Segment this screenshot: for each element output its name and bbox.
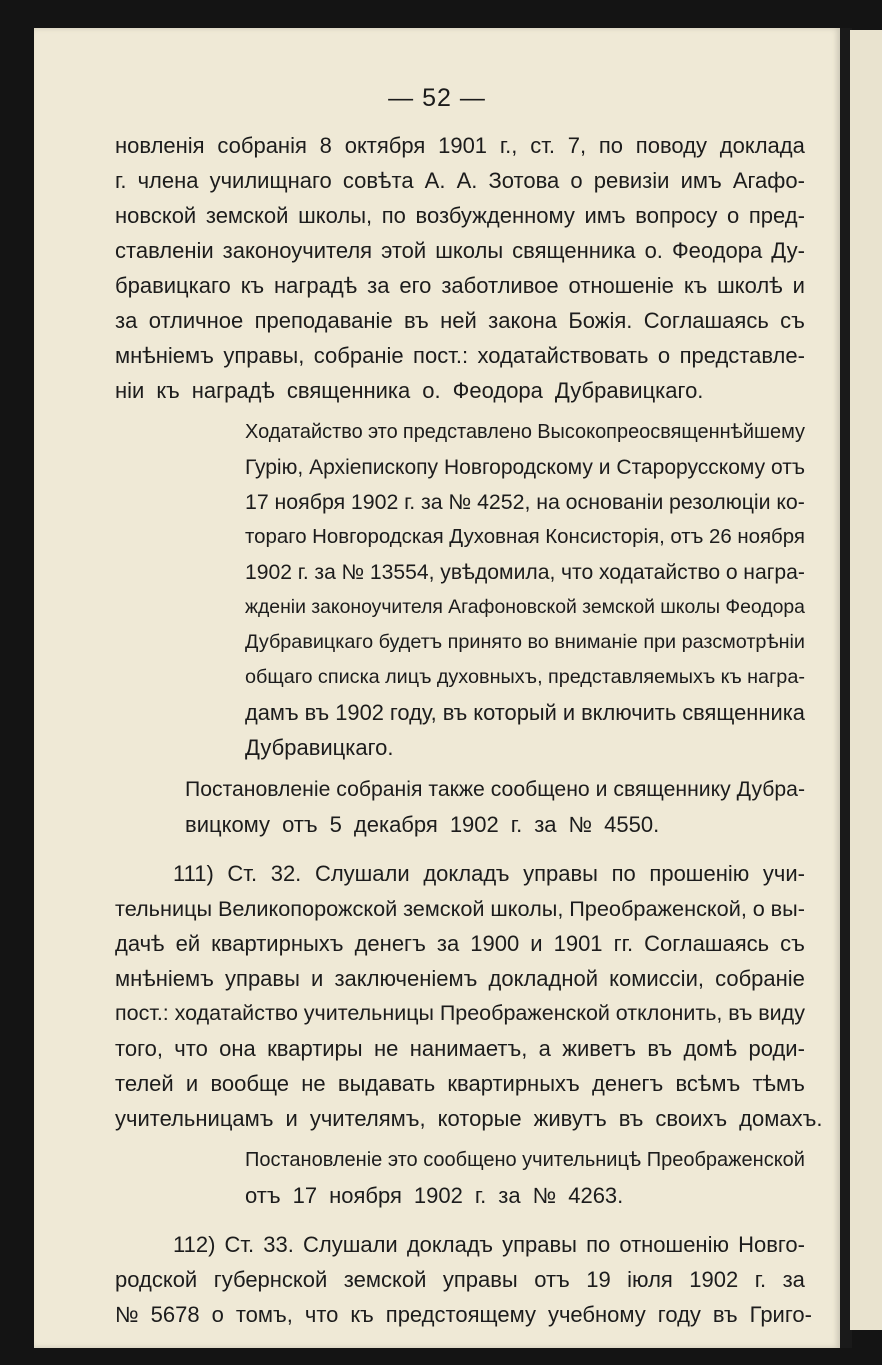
next-page-edge — [850, 30, 882, 1330]
text-line: новленія собранія 8 октября 1901 г., ст. 7, по поводу доклада — [115, 133, 805, 158]
book-page — [34, 28, 840, 1348]
text-line: телей и вообще не выдавать квартирныхъ денегъ всѣмъ тѣмъ — [115, 1071, 805, 1096]
text-line: г. члена училищнаго совѣта А. А. Зотова о ревизіи имъ Агафо- — [115, 168, 805, 193]
text-line: № 5678 о томъ, что къ предстоящему учебному году въ Григо- — [115, 1302, 812, 1327]
paragraph — [115, 128, 805, 408]
text-line: Постановленіе собранія также сообщено и священнику Дубра- — [185, 778, 805, 801]
paragraph-gap — [115, 842, 805, 856]
text-line: тельницы Великопорожской земской школы, Преображенской, о вы- — [115, 896, 805, 921]
text-line: вицкому отъ 5 декабря 1902 г. за № 4550. — [185, 812, 660, 837]
text-line: ніи къ наградѣ священника о. Феодора Дубравицкаго. — [115, 378, 704, 403]
page-text — [115, 128, 823, 1332]
text-line: мнѣніемъ управы и заключеніемъ докладной комиссіи, собраніе — [115, 966, 805, 991]
text-line: 17 ноября 1902 г. за № 4252, на основаніи резолюціи ко- — [245, 490, 805, 514]
text-line: родской губернской земской управы отъ 19 іюля 1902 г. за — [115, 1267, 805, 1292]
text-line: учительницамъ и учителямъ, которые живутъ въ своихъ домахъ. — [115, 1106, 823, 1131]
paragraph-gap — [115, 1136, 805, 1143]
text-line: отъ 17 ноября 1902 г. за № 4263. — [245, 1183, 624, 1208]
paragraph — [115, 1143, 805, 1213]
text-line: бравицкаго къ наградѣ за его заботливое отношеніе къ школѣ и — [115, 273, 805, 298]
text-line: Дубравицкаго будетъ принято во вниманіе при разсмотрѣніи — [245, 631, 805, 653]
text-line: Гурію, Архіепископу Новгородскому и Старорусскому отъ — [245, 456, 805, 479]
paragraph — [115, 415, 805, 765]
text-line: ставленіи законоучителя этой школы священника о. Феодора Ду- — [115, 238, 805, 263]
text-line: дамъ въ 1902 году, въ который и включить священника — [245, 700, 805, 725]
text-line: общаго списка лицъ духовныхъ, представляемыхъ къ награ- — [245, 666, 805, 688]
text-line: тораго Новгородская Духовная Консисторія, отъ 26 ноября — [245, 526, 805, 548]
text-line: дачѣ ей квартирныхъ денегъ за 1900 и 1901 гг. Соглашаясь съ — [115, 931, 805, 956]
text-line: 1902 г. за № 13554, увѣдомила, что ходатайство о награ- — [245, 561, 805, 584]
text-line: Дубравицкаго. — [245, 735, 394, 760]
paragraph-gap — [115, 1213, 805, 1227]
text-line: того, что она квартиры не нанимаетъ, а живетъ въ домѣ роди- — [115, 1036, 805, 1061]
page-number: — 52 — — [388, 84, 486, 112]
text-line: Постановленіе это сообщено учительницѣ Преображенской — [245, 1149, 805, 1171]
paragraph-gap — [115, 765, 805, 772]
text-line: пост.: ходатайство учительницы Преображенской отклонить, въ виду — [115, 1001, 805, 1025]
text-line: новской земской школы, по возбужденному имъ вопросу о пред- — [115, 203, 805, 228]
text-line: Ходатайство это представлено Высокопреосвященнѣйшему — [245, 421, 805, 443]
paragraph — [115, 1227, 812, 1332]
text-line: 112) Ст. 33. Слушали докладъ управы по отношенію Новго- — [173, 1232, 805, 1257]
paragraph — [115, 772, 805, 842]
text-line: 111) Ст. 32. Слушали докладъ управы по прошенію учи- — [173, 861, 805, 886]
paragraph — [115, 856, 823, 1136]
text-line: жденіи законоучителя Агафоновской земской школы Феодора — [245, 596, 805, 618]
text-line: мнѣніемъ управы, собраніе пост.: ходатайствовать о представле- — [115, 343, 805, 368]
text-line: за отличное преподаваніе въ ней закона Божія. Соглашаясь съ — [115, 308, 805, 333]
paragraph-gap — [115, 408, 805, 415]
